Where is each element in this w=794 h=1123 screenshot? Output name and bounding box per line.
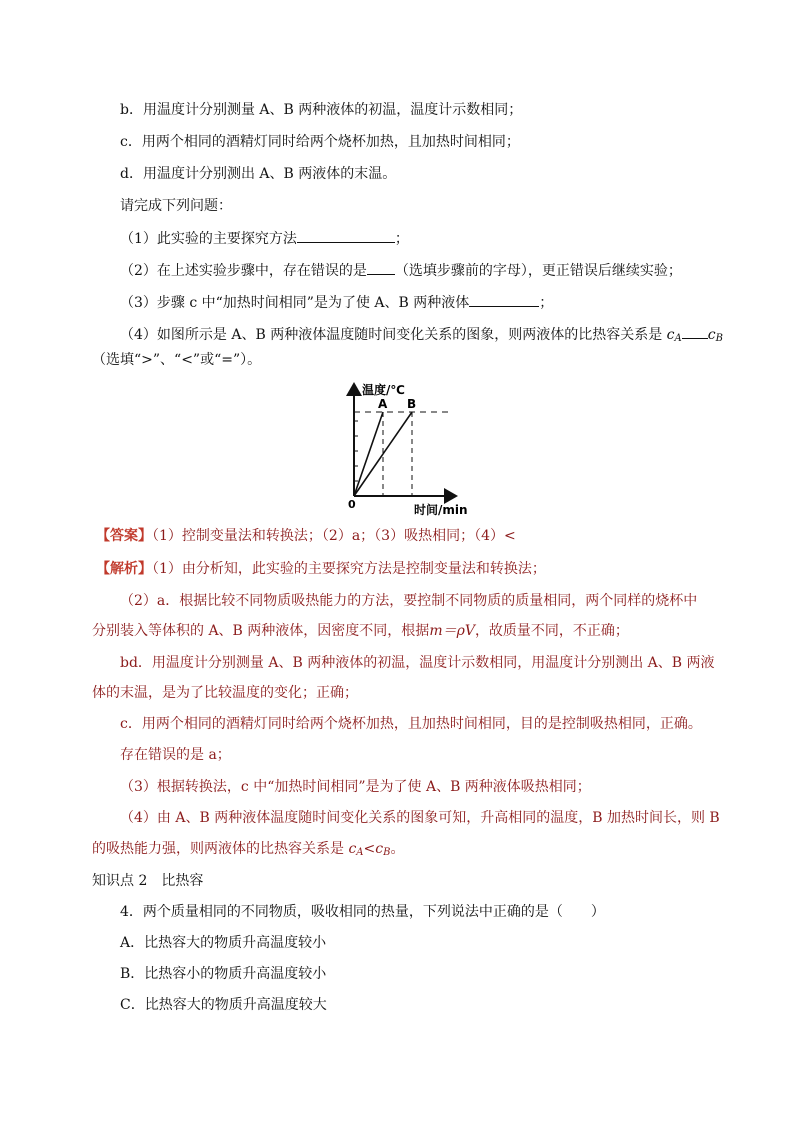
q1-blank — [297, 228, 395, 243]
q2-text: （2）在上述实验步骤中，存在错误的是 — [120, 263, 367, 279]
analysis-p3a: bd．用温度计分别测量 A、B 两种液体的初温，温度计示数相同，用温度计分别测出 A、B 两液 — [120, 655, 715, 671]
q1-text: （1）此实验的主要探究方法 — [120, 231, 297, 247]
analysis-p7a: （4）由 A、B 两种液体温度随时间变化关系的图象可知，升高相同的温度，B 加热时间长，则 B — [120, 810, 720, 826]
analysis-p3b: 体的末温，是为了比较温度的变化；正确； — [92, 685, 358, 701]
analysis-p7b-end: 。 — [390, 841, 405, 857]
y-axis-label: 温度/℃ — [362, 383, 405, 397]
question-1 — [120, 228, 409, 249]
chart-series — [354, 397, 416, 496]
series-a-line — [354, 412, 383, 496]
q3-end: ； — [539, 295, 554, 311]
q2-end: （选填步骤前的字母），更正错误后继续实验； — [394, 263, 682, 279]
option-a: A．比热容大的物质升高温度较小 — [120, 935, 327, 951]
analysis-line-1 — [96, 559, 546, 579]
analysis-p1: （1）由分析知，此实验的主要探究方法是控制变量法和转换法； — [152, 561, 546, 577]
series-b-label: B — [407, 397, 417, 411]
analysis-sub-b: B — [383, 847, 391, 858]
q4-c-b: c — [707, 327, 716, 343]
analysis-tag: 【解析】 — [96, 561, 152, 577]
analysis-p2b-text: 分别装入等体积的 A、B 两种液体，因密度不同，根据 — [92, 623, 430, 639]
analysis-c-b: c — [375, 841, 384, 857]
answer-line — [96, 526, 516, 546]
question-4-options: （选填“>”、“<”或“=”）。 — [92, 352, 262, 368]
answer-tag: 【答案】 — [96, 528, 152, 544]
section-heading: 知识点 2 比热容 — [92, 873, 204, 889]
analysis-relation: < — [363, 841, 376, 857]
q3-blank — [469, 292, 539, 307]
answer-text: （1）控制变量法和转换法；（2）a；（3）吸热相同；（4）< — [152, 528, 516, 544]
question-2 — [120, 260, 682, 281]
analysis-p2a: （2）a．根据比较不同物质吸热能力的方法，要控制不同物质的质量相同，两个同样的烧杯中 — [120, 593, 698, 609]
analysis-p7b-text: 的吸热能力强，则两液体的比热容关系是 — [92, 841, 344, 857]
step-d: d．用温度计分别测出 A、B 两液体的末温。 — [120, 166, 397, 182]
analysis-sub-a: A — [356, 847, 364, 858]
q3-text: （3）步骤 c 中“加热时间相同”是为了使 A、B 两种液体 — [120, 295, 470, 311]
analysis-p7b — [92, 839, 404, 863]
analysis-p5: 存在错误的是 a； — [120, 747, 231, 763]
q4-sub-b: B — [715, 333, 723, 344]
question-4 — [120, 324, 723, 349]
analysis-p2b-end: ，故质量不同，不正确； — [474, 623, 629, 639]
analysis-p6: （3）根据转换法，c 中“加热时间相同”是为了使 A、B 两种液体吸热相同； — [120, 779, 591, 795]
series-a-label: A — [378, 397, 388, 411]
prompt-text: 请完成下列问题： — [120, 198, 232, 214]
step-b: b．用温度计分别测量 A、B 两种液体的初温，温度计示数相同； — [120, 102, 523, 118]
analysis-p2b — [92, 621, 629, 641]
option-b: B．比热容小的物质升高温度较小 — [120, 966, 327, 982]
q1-end: ； — [394, 231, 409, 247]
q4-text: （4）如图所示是 A、B 两种液体温度随时间变化关系的图象，则两液体的比热容关系是 — [120, 327, 663, 343]
density-formula: m＝ρV — [429, 623, 475, 639]
q2-blank — [367, 260, 395, 275]
option-c: C．比热容大的物质升高温度较大 — [120, 997, 327, 1013]
q4-sub-a: A — [674, 333, 682, 344]
x-axis-label: 时间/min — [414, 503, 468, 517]
question-stem: 4．两个质量相同的不同物质，吸收相同的热量，下列说法中正确的是（ ） — [120, 904, 605, 920]
temperature-time-chart — [338, 378, 490, 520]
origin-label: 0 — [348, 498, 356, 511]
analysis-c-a: c — [348, 841, 357, 857]
q4-c-a: c — [666, 327, 675, 343]
analysis-p4: c．用两个相同的酒精灯同时给两个烧杯加热，且加热时间相同，目的是控制吸热相同，正确。 — [120, 716, 702, 732]
question-3 — [120, 292, 553, 313]
q4-blank — [682, 324, 708, 339]
step-c: c．用两个相同的酒精灯同时给两个烧杯加热，且加热时间相同； — [120, 134, 520, 150]
